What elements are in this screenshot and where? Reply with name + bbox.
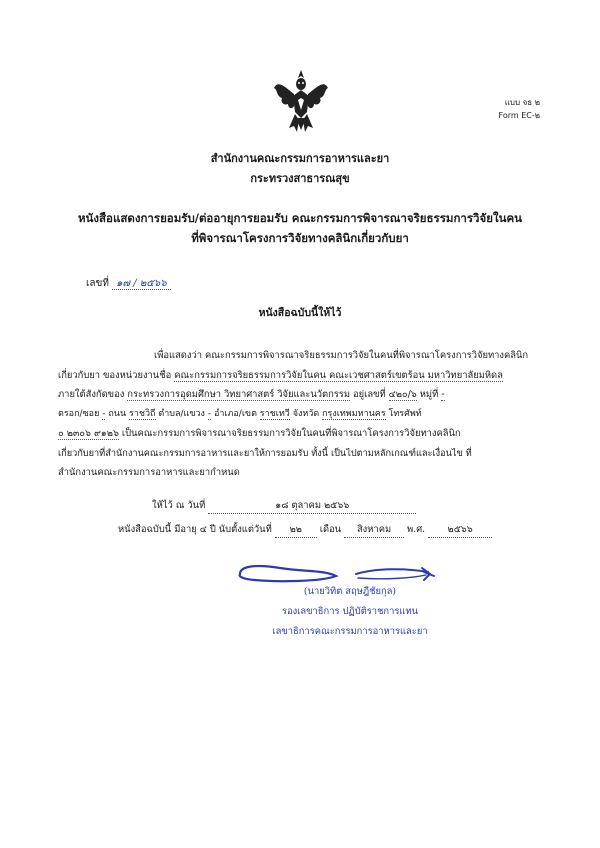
body-text: ตรอก/ซอย (58, 408, 100, 419)
body-text: ถนน (108, 408, 127, 419)
address-district: ราชเทวี (259, 408, 290, 419)
body-line-6 (58, 444, 540, 464)
title-line-2: ที่พิจารณาโครงการวิจัยทางคลินิกเกี่ยวกับยา (191, 231, 409, 245)
body-paragraph (58, 346, 540, 483)
reference-label: เลขที่ (86, 278, 109, 289)
validity-year: ๒๕๖๖ (428, 522, 492, 538)
organization-name: กระทรวงการอุดมศึกษา วิทยาศาสตร์ วิจัยและนวัตกรรม (127, 389, 351, 400)
address-province: กรุงเทพมหานคร (322, 408, 386, 419)
body-text: เกี่ยวกับยาที่สำนักงานคณะกรรมการอาหารและยาให้การยอมรับ ทั้งนี้ เป็นไปตามหลักเกณฑ์และเงื่อนไข ที่ (58, 447, 472, 459)
address-soi: - (102, 408, 106, 419)
garuda-emblem-icon (272, 68, 330, 134)
address-moo: - (441, 389, 445, 400)
ministry-name: กระทรวงสาธารณสุข (250, 172, 350, 185)
body-text: หมู่ที่ (419, 389, 439, 400)
body-text: อำเภอ/เขต (213, 408, 257, 419)
body-text: อยู่เลขที่ (353, 389, 386, 400)
unit-name: คณะกรรมการจริยธรรมการวิจัยในคน คณะเวชศาสตร์เขตร้อน มหาวิทยาลัยมหิดล (174, 369, 503, 381)
body-text: ภายใต้สังกัดของ (58, 389, 125, 400)
subtitle: หนังสือฉบับนี้ให้ไว้ (258, 307, 342, 319)
issued-date: ๑๘ ตุลาคม ๒๕๖๖ (208, 498, 416, 514)
body-text: สำนักงานคณะกรรมการอาหารและยากำหนด (58, 467, 240, 478)
reference-value: ๑๗ / ๒๕๖๖ (112, 278, 170, 290)
issued-label: ให้ไว้ ณ วันที่ (152, 500, 206, 511)
body-text: เป็นคณะกรรมการพิจารณาจริยธรรมการวิจัยในคนที่พิจารณาโครงการวิจัยทางคลินิก (121, 428, 461, 439)
phone-number: ๐ ๒๓๐๖ ๙๑๒๖ (58, 428, 119, 439)
reference-number (86, 276, 171, 291)
body-line-2 (58, 366, 540, 386)
body-line-1 (58, 346, 540, 366)
signatory-position-1: รองเลขาธิการ ปฏิบัติราชการแทน (281, 606, 419, 617)
signatory-block (200, 582, 500, 642)
body-text: เพื่อแสดงว่า คณะกรรมการพิจารณาจริยธรรมการวิจัยในคนที่พิจารณาโครงการวิจัยทางคลินิก (154, 350, 529, 361)
signatory-name: (นายวิทิต สฤษฎีชัยกุล) (303, 586, 397, 597)
document-title (60, 208, 540, 248)
address-road: ราชวิถี (129, 408, 156, 419)
body-line-3 (58, 385, 540, 405)
address-number: ๔๒๐/๖ (388, 389, 417, 400)
validity-month-label: เดือน (319, 524, 342, 535)
body-text: เกี่ยวกับยา ของหน่วยงานชื่อ (58, 369, 172, 381)
body-text: ตำบล/แขวง (158, 408, 205, 419)
body-line-5 (58, 424, 540, 444)
validity-label: หนังสือฉบับนี้ มีอายุ ๔ ปี นับตั้งแต่วันที่ (118, 524, 272, 535)
title-line-1: หนังสือแสดงการยอมรับ/ต่ออายุการยอมรับ คณะกรรมการพิจารณาจริยธรรมการวิจัยในคน (77, 211, 523, 225)
issued-date-line (152, 498, 416, 514)
validity-line (118, 522, 492, 538)
form-code (499, 96, 541, 122)
signatory-position-2: เลขาธิการคณะกรรมการอาหารและยา (272, 626, 428, 637)
body-text: โทรศัพท์ (388, 408, 422, 419)
agency-name: สำนักงานคณะกรรมการอาหารและยา (210, 152, 390, 165)
form-code-th: แบบ จธ ๒ (504, 98, 540, 107)
validity-month: สิงหาคม (344, 522, 404, 538)
body-line-4 (58, 405, 540, 425)
address-tambon: - (207, 408, 212, 419)
validity-year-label: พ.ศ. (407, 524, 426, 535)
form-code-en: Form EC-๒ (498, 111, 540, 120)
body-line-7 (58, 463, 540, 483)
validity-day: ๒๒ (275, 522, 317, 538)
body-text: จังหวัด (292, 408, 320, 419)
